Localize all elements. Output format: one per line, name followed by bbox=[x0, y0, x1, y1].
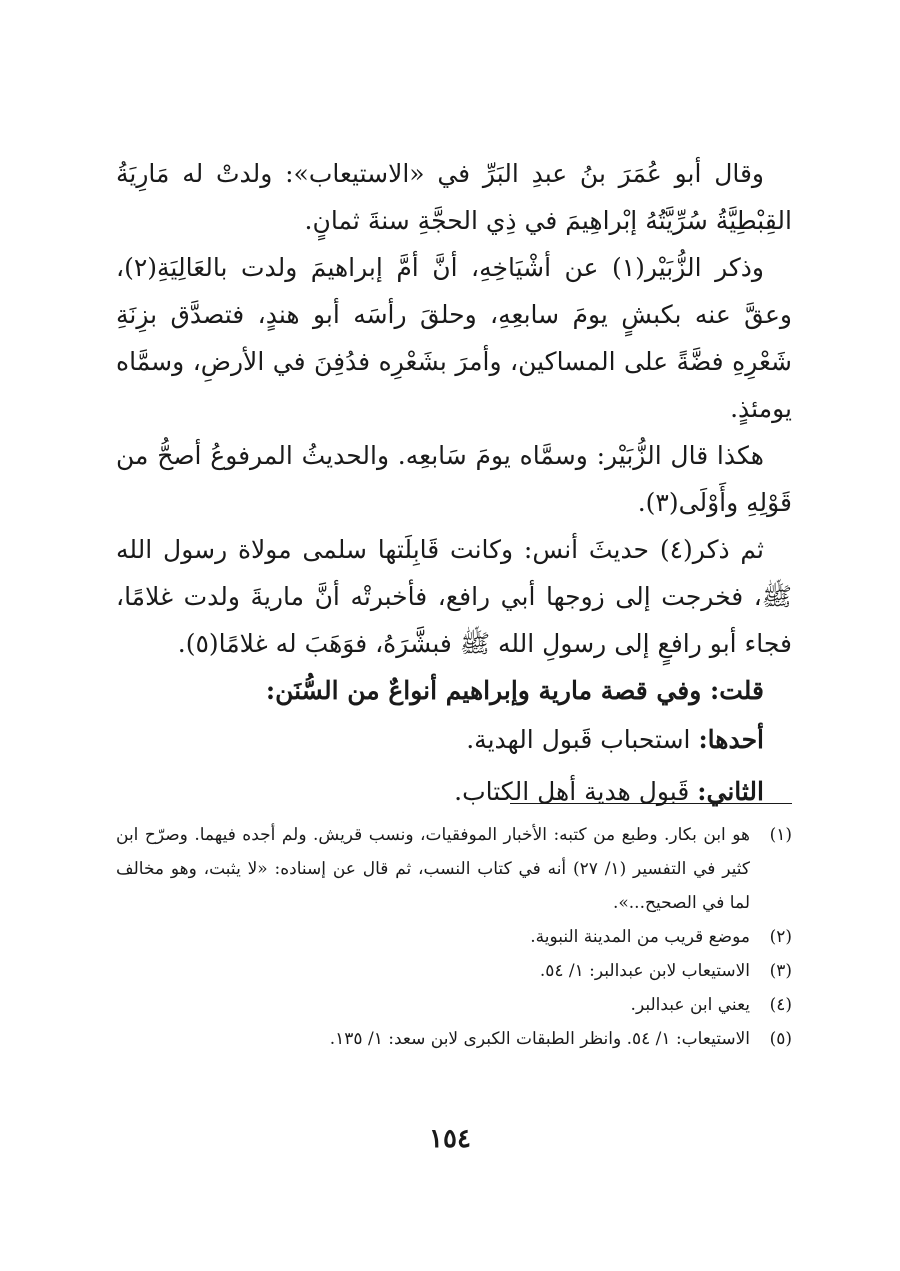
footnote bbox=[116, 818, 792, 920]
list-item bbox=[116, 766, 792, 818]
paragraph: ثم ذكر(٤) حديثَ أنس: وكانت قَابِلَتها سلمى مولاة رسول الله ﷺ، فخرجت إلى زوجها أبي رافع، فأخبرتْه أنَّ ماريةَ ولدت غلامًا، فجاء أبو رافعٍ إلى رسولِ الله ﷺ فبشَّرَهُ، فوَهَبَ له غلامًا(٥). bbox=[116, 535, 792, 658]
footnote-text: الاستيعاب لابن عبدالبر: ١/ ٥٤. bbox=[539, 961, 750, 981]
footnote-text: الاستيعاب: ١/ ٥٤. وانظر الطبقات الكبرى لابن سعد: ١/ ١٣٥. bbox=[329, 1029, 750, 1049]
main-text bbox=[116, 150, 792, 818]
footnote-number: (٢) bbox=[769, 927, 792, 947]
footnote bbox=[116, 920, 792, 954]
footnote-number: (٤) bbox=[769, 995, 792, 1015]
page-number: ١٥٤ bbox=[429, 1124, 471, 1154]
footnote-text: هو ابن بكار. وطبع من كتبه: الأخبار الموفقيات، ونسب قريش. ولم أجده فيهما. وصرّح ابن كثير في التفسير (١/ ٢٧) أنه في كتاب النسب، ثم قال عن إسناده: «لا يثبت، وهو مخالف لما في الصحيح...». bbox=[116, 825, 750, 913]
footnotes bbox=[116, 818, 792, 1056]
section-heading: قلت: وفي قصة مارية وإبراهيم أنواعٌ من السُّنَن: bbox=[265, 676, 764, 705]
paragraph: هكذا قال الزُّبَيْر: وسمَّاه يومَ سَابعِه. والحديثُ المرفوعُ أصحُّ من قَوْلِهِ وأَوْلَى(٣). bbox=[116, 441, 792, 517]
paragraph: وقال أبو عُمَرَ بنُ عبدِ البَرِّ في «الاستيعاب»: ولدتْ له مَارِيَةُ القِبْطِيَّةُ سُرِّيَّتُهُ إبْراهِيمَ في ذِي الحجَّةِ سنةَ ثمانٍ. bbox=[116, 159, 792, 235]
footnote-divider bbox=[510, 803, 792, 804]
footnote-text: يعني ابن عبدالبر. bbox=[630, 995, 750, 1015]
paragraph: وذكر الزُّبَيْر(١) عن أشْيَاخِهِ، أنَّ أمَّ إبراهيمَ ولدت بالعَالِيَةِ(٢)، وعقَّ عنه بكبشٍ يومَ سابعِهِ، وحلقَ رأسَه أبو هندٍ، فتصدَّق بزِنَةِ شَعْرِهِ فضَّةً على المساكين، وأمرَ بشَعْرِه فدُفِنَ في الأرضِ، وسمَّاه يومئذٍ. bbox=[116, 253, 792, 423]
footnote bbox=[116, 954, 792, 988]
footnote bbox=[116, 1022, 792, 1056]
footnote-number: (٥) bbox=[769, 1029, 792, 1049]
list-item-text: استحباب قَبول الهدية. bbox=[466, 725, 699, 754]
footnote-number: (٣) bbox=[769, 961, 792, 981]
footnote-number: (١) bbox=[769, 825, 792, 845]
list-item-lead: الثاني: bbox=[697, 777, 764, 806]
list-item-lead: أحدها: bbox=[698, 725, 764, 754]
list-item-text: قَبول هدية أهل الكتاب. bbox=[454, 777, 698, 806]
footnote bbox=[116, 988, 792, 1022]
footnote-text: موضع قريب من المدينة النبوية. bbox=[530, 927, 750, 947]
list-item bbox=[116, 714, 792, 766]
